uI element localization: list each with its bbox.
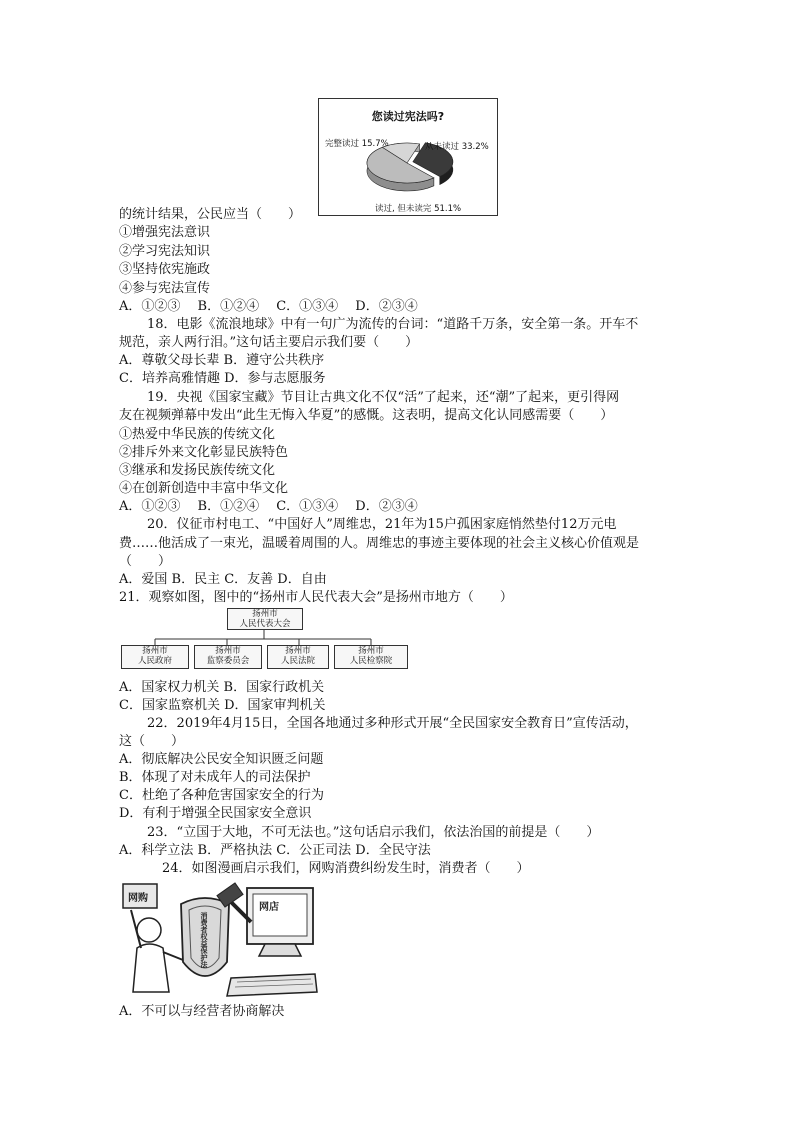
q20-stem-line3: （ ）	[119, 554, 172, 569]
q19-option-3: ③继承和发扬民族传统文化	[119, 463, 276, 478]
cartoon-drawing	[119, 882, 319, 1000]
q19-stem-line2: 友在视频弹幕中发出“此生无悔入华夏”的感慨。这表明，提高文化认同感需要（ ）	[119, 408, 614, 423]
q17-option-2: ②学习宪法知识	[119, 244, 211, 259]
pie-chart-title: 您读过宪法吗?	[371, 110, 445, 123]
q22-option-d: D．有利于增强全民国家安全意识	[119, 806, 312, 821]
q18-stem-line1: 18．电影《流浪地球》中有一句广为流传的台词：“道路千万条，安全第一条。开车不	[147, 317, 639, 332]
pie-chart-figure	[318, 98, 498, 216]
q23-choices: A．科学立法 B．严格执法 C．公正司法 D．全民守法	[119, 843, 431, 858]
org-box-procuratorate-line1: 扬州市	[358, 646, 384, 656]
cartoon-label-online-shopping: 网购	[128, 893, 148, 904]
q17-choices: A．①②③ B．①②④ C．①③④ D．②③④	[119, 299, 418, 314]
q22-option-c: C．杜绝了各种危害国家安全的行为	[119, 788, 324, 803]
cartoon-label-online-store: 网店	[259, 902, 279, 913]
org-box-court-line1: 扬州市	[285, 646, 311, 656]
q19-option-1: ①热爱中华民族的传统文化	[119, 427, 276, 442]
q22-stem-line1: 22．2019年4月15日，全国各地通过多种形式开展“全民国家安全教育日”宣传活动，	[147, 716, 638, 731]
org-box-congress	[227, 608, 303, 630]
q17-option-3: ③坚持依宪施政	[119, 262, 211, 277]
org-box-supervision	[194, 645, 262, 669]
q19-option-2: ②排斥外来文化彰显民族特色	[119, 445, 289, 460]
q20-stem-line1: 20．仪征市村电工、“中国好人”周维忠，21年为15户孤困家庭悄然垫付12万元电	[147, 517, 617, 532]
q21-stem: 21．观察如图，图中的“扬州市人民代表大会”是扬州市地方（ ）	[119, 590, 513, 605]
q21-choices-ab: A．国家权力机关 B．国家行政机关	[119, 680, 325, 695]
q19-option-4: ④在创新创造中丰富中华文化	[119, 481, 289, 496]
org-box-congress-line2: 人民代表大会	[239, 619, 291, 629]
q23-stem: 23．“立国于大地，不可无法也。”这句话启示我们，依法治国的前提是（ ）	[147, 825, 600, 840]
q22-stem-line2: 这（ ）	[119, 734, 185, 749]
org-box-government-line2: 人民政府	[137, 656, 172, 666]
org-box-congress-line1: 扬州市	[252, 609, 278, 619]
pie-label-partial: 读过, 但未读完 51.1%	[375, 204, 462, 214]
q19-stem-line1: 19．央视《国家宝藏》节目让古典文化不仅“活”了起来，还“潮”了起来，更引得网	[147, 390, 620, 405]
org-box-procuratorate	[334, 645, 408, 669]
q18-stem-line2: 规范，亲人两行泪。”这句话主要启示我们要（ ）	[119, 335, 419, 350]
org-box-court	[267, 645, 329, 669]
q21-choices-cd: C．国家监察机关 D．国家审判机关	[119, 698, 326, 713]
q22-option-b: B．体现了对未成年人的司法保护	[119, 770, 311, 785]
q20-choices: A．爱国 B．民主 C．友善 D．自由	[119, 572, 327, 587]
q17-option-4: ④参与宪法宣传	[119, 281, 211, 296]
q17-stem: 的统计结果，公民应当（ ）	[119, 207, 302, 222]
org-box-government-line1: 扬州市	[142, 646, 168, 656]
org-box-supervision-line1: 扬州市	[215, 646, 241, 656]
pie-label-complete: 完整读过 15.7%	[325, 139, 389, 149]
q24-option-a: A．不可以与经营者协商解决	[119, 1004, 285, 1019]
q24-stem: 24．如图漫画启示我们，网购消费纠纷发生时，消费者（ ）	[162, 861, 530, 876]
q18-choices-cd: C．培养高雅情趣 D．参与志愿服务	[119, 371, 326, 386]
pie-label-never: 从未读过 33.2%	[425, 142, 489, 152]
q19-choices: A．①②③ B．①②④ C．①③④ D．②③④	[119, 499, 418, 514]
org-box-government	[121, 645, 189, 669]
q18-choices-ab: A．尊敬父母长辈 B．遵守公共秩序	[119, 353, 325, 368]
org-box-procuratorate-line2: 人民检察院	[349, 656, 393, 666]
q17-option-1: ①增强宪法意识	[119, 225, 211, 240]
org-box-court-line2: 人民法院	[280, 656, 315, 666]
org-chart	[119, 607, 409, 677]
cartoon-image	[119, 882, 319, 1000]
q22-option-a: A．彻底解决公民安全知识匮乏问题	[119, 752, 324, 767]
org-box-supervision-line2: 监察委员会	[206, 656, 250, 666]
q20-stem-line2: 费……他活成了一束光，温暖着周围的人。周维忠的事迹主要体现的社会主义核心价值观是	[119, 536, 640, 551]
cartoon-label-law: 消费者权益保护法	[200, 912, 208, 968]
